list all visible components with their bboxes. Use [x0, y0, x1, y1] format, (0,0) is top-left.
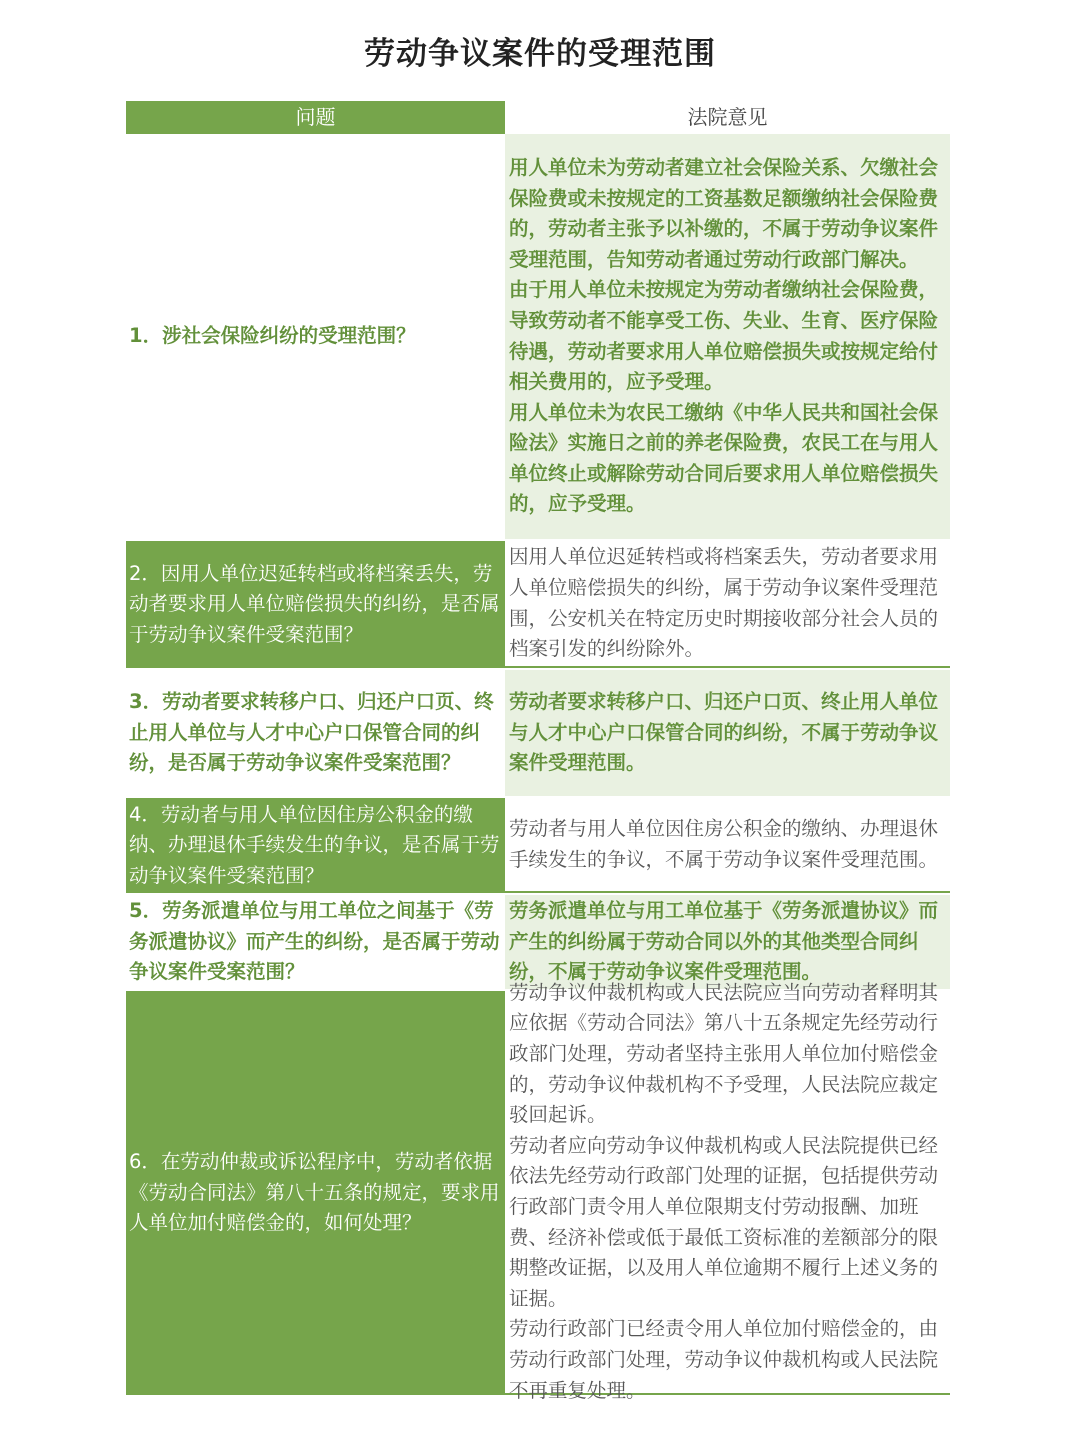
dispute-table [126, 101, 950, 1402]
opinion-paragraph: 劳动行政部门已经责令用人单位加付赔偿金的，由劳动行政部门处理，劳动争议仲裁机构或人民法院不再重复处理。 [509, 1317, 939, 1402]
opinion-cell [505, 798, 950, 893]
question-text: 4．劳动者与用人单位因住房公积金的缴纳、办理退休手续发生的争议，是否属于劳动争议案件受案范围？ [129, 802, 500, 887]
question-text: 5．劳务派遣单位与用工单位之间基于《劳务派遣协议》而产生的纠纷，是否属于劳动争议案件受案范围？ [129, 899, 500, 984]
opinion-cell [505, 895, 950, 989]
opinion-paragraph: 劳务派遣单位与用工单位基于《劳务派遣协议》而产生的纠纷属于劳动合同以外的其他类型合同纠纷，不属于劳动争议案件受理范围。 [509, 899, 939, 984]
opinion-paragraph: 由于用人单位未按规定为劳动者缴纳社会保险费，导致劳动者不能享受工伤、失业、生育、医疗保险待遇，劳动者要求用人单位赔偿损失或按规定给付相关费用的，应予受理。 [509, 278, 939, 394]
question-text: 6．在劳动仲裁或诉讼程序中，劳动者依据《劳动合同法》第八十五条的规定，要求用人单位加付赔偿金的，如何处理？ [129, 1150, 500, 1235]
question-cell [126, 798, 505, 893]
question-cell [126, 541, 505, 668]
table-row [126, 798, 950, 895]
table-row [126, 134, 950, 541]
opinion-paragraph: 劳动争议仲裁机构或人民法院应当向劳动者释明其应依据《劳动合同法》第八十五条规定先经劳动行政部门处理，劳动者坚持主张用人单位加付赔偿金的，劳动争议仲裁机构不予受理，人民法院应裁定驳回起诉。 [509, 980, 939, 1127]
opinion-paragraph: 用人单位未为农民工缴纳《中华人民共和国社会保险法》实施日之前的养老保险费，农民工在与用人单位终止或解除劳动合同后要求用人单位赔偿损失的，应予受理。 [509, 400, 939, 516]
table-header [126, 101, 950, 134]
opinion-paragraph: 劳动者要求转移户口、归还户口页、终止用人单位与人才中心户口保管合同的纠纷，不属于劳动争议案件受理范围。 [509, 690, 939, 775]
opinion-cell [505, 980, 950, 1402]
question-cell [126, 670, 505, 796]
opinion-paragraph: 用人单位未为劳动者建立社会保险关系、欠缴社会保险费或未按规定的工资基数足额缴纳社会保险费的，劳动者主张予以补缴的，不属于劳动争议案件受理范围，告知劳动者通过劳动行政部门解决。 [509, 155, 939, 271]
question-cell [126, 134, 505, 539]
table-row [126, 980, 950, 1402]
question-text: 2．因用人单位迟延转档或将档案丢失，劳动者要求用人单位赔偿损失的纠纷，是否属于劳动争议案件受案范围？ [129, 561, 500, 646]
table-row [126, 541, 950, 670]
opinion-paragraph: 劳动者应向劳动争议仲裁机构或人民法院提供已经依法先经劳动行政部门处理的证据，包括提供劳动行政部门责令用人单位限期支付劳动报酬、加班费、经济补偿或低于最低工资标准的差额部分的限期整改证据，以及用人单位逾期不履行上述义务的证据。 [509, 1133, 939, 1310]
question-text: 3．劳动者要求转移户口、归还户口页、终止用人单位与人才中心户口保管合同的纠纷，是否属于劳动争议案件受案范围？ [129, 690, 494, 775]
table-row [126, 670, 950, 798]
opinion-cell [505, 134, 950, 539]
question-cell [126, 895, 505, 989]
header-opinion: 法院意见 [505, 101, 950, 134]
question-text: 1．涉社会保险纠纷的受理范围？ [129, 324, 416, 348]
opinion-paragraph: 劳动者与用人单位因住房公积金的缴纳、办理退休手续发生的争议，不属于劳动争议案件受理范围。 [509, 816, 939, 871]
opinion-cell [505, 670, 950, 796]
question-cell [126, 991, 505, 1395]
table-row [126, 895, 950, 991]
header-question: 问题 [126, 101, 505, 134]
page-title: 劳动争议案件的受理范围 [364, 36, 716, 72]
opinion-cell [505, 541, 950, 668]
opinion-paragraph: 因用人单位迟延转档或将档案丢失，劳动者要求用人单位赔偿损失的纠纷，属于劳动争议案件受理范围，公安机关在特定历史时期接收部分社会人员的档案引发的纠纷除外。 [509, 545, 939, 661]
